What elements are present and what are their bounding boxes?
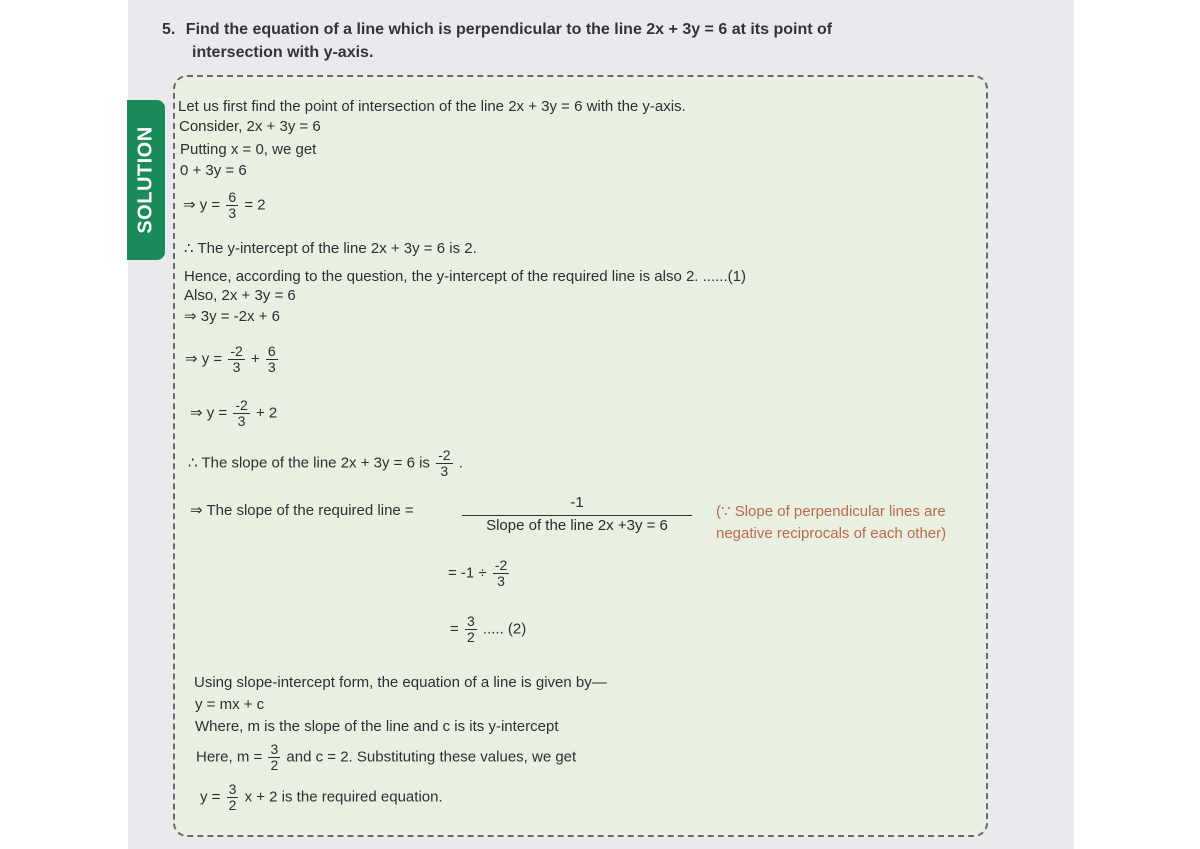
fraction [465, 614, 477, 645]
numerator: 3 [270, 741, 279, 757]
denominator: 3 [232, 359, 241, 375]
denominator: 3 [267, 359, 276, 375]
denominator: 3 [228, 205, 237, 221]
step-6: ∴ The y-intercept of the line 2x + 3y = 6 is 2. [184, 240, 477, 257]
fraction [228, 344, 244, 375]
fraction [266, 344, 278, 375]
numerator: -2 [235, 397, 248, 413]
numerator: -1 [462, 493, 692, 516]
step-5-rhs: = 2 [244, 196, 266, 214]
fraction [233, 398, 249, 429]
fraction [268, 742, 280, 773]
fraction [493, 558, 509, 589]
step-12-text: ∴ The slope of the line 2x + 3y = 6 is [188, 454, 430, 472]
denominator: 2 [270, 757, 279, 773]
step-5-lhs: ⇒ y = [183, 196, 221, 214]
question-number: 5. [162, 21, 176, 38]
denominator: Slope of the line 2x +3y = 6 [486, 517, 668, 534]
step-11-lhs: ⇒ y = [190, 404, 228, 422]
period: . [458, 454, 463, 472]
side-note [716, 501, 946, 545]
step-7: Hence, according to the question, the y-intercept of the required line is also 2. ......(1) [184, 268, 746, 285]
solution-label: SOLUTION [134, 126, 157, 234]
denominator: 3 [497, 573, 505, 589]
step-9: ⇒ 3y = -2x + 6 [184, 308, 280, 325]
step-16: Using slope-intercept form, the equation of a line is given by— [194, 674, 607, 691]
denominator: 3 [440, 463, 449, 479]
step-15-lhs: = [450, 620, 459, 638]
side-note-line-2: negative reciprocals of each other) [716, 525, 947, 542]
numerator: -2 [230, 343, 243, 359]
fraction [436, 448, 452, 479]
numerator: -2 [438, 447, 451, 463]
step-15-tag: ..... (2) [482, 620, 527, 638]
numerator: 6 [228, 189, 237, 205]
side-note-line-1: (∵ Slope of perpendicular lines are [716, 503, 946, 520]
step-1: Let us first find the point of intersection of the line 2x + 3y = 6 with the y-axis. [178, 98, 686, 115]
step-20 [200, 782, 443, 813]
question-line-2: intersection with y-axis. [192, 44, 374, 61]
question-line-1: Find the equation of a line which is perpendicular to the line 2x + 3y = 6 at its point of [185, 21, 833, 38]
step-15 [450, 614, 526, 645]
step-19-lhs: Here, m = [196, 748, 263, 766]
step-14-lhs: = -1 ÷ [448, 564, 487, 582]
step-8: Also, 2x + 3y = 6 [184, 287, 296, 304]
solution-tab [127, 100, 165, 260]
step-2: Consider, 2x + 3y = 6 [179, 118, 321, 135]
step-19 [196, 742, 576, 773]
step-3: Putting x = 0, we get [180, 141, 317, 158]
step-19-rhs: and c = 2. Substituting these values, we get [286, 748, 577, 766]
step-20-lhs: y = [200, 788, 221, 806]
numerator: 6 [267, 343, 276, 359]
step-20-rhs: x + 2 is the required equation. [244, 788, 443, 806]
plus-sign: + [250, 350, 260, 368]
step-17: y = mx + c [195, 696, 265, 713]
denominator: 2 [228, 797, 237, 813]
step-13-lhs: ⇒ The slope of the required line = [190, 502, 414, 519]
step-4: 0 + 3y = 6 [180, 162, 247, 179]
fraction [227, 782, 239, 813]
step-12 [188, 448, 463, 479]
step-11-rhs: + 2 [255, 404, 278, 422]
question [162, 18, 1002, 64]
denominator: 2 [466, 629, 475, 645]
numerator: 3 [228, 781, 237, 797]
step-5 [183, 190, 266, 221]
step-13-fraction [462, 493, 692, 536]
step-14 [448, 558, 511, 589]
denominator: 3 [237, 413, 246, 429]
numerator: 3 [466, 613, 475, 629]
fraction [226, 190, 238, 221]
step-10 [185, 344, 280, 375]
step-11 [190, 398, 277, 429]
numerator: -2 [494, 557, 508, 573]
step-10-lhs: ⇒ y = [185, 350, 223, 368]
step-18: Where, m is the slope of the line and c is its y-intercept [195, 718, 559, 735]
